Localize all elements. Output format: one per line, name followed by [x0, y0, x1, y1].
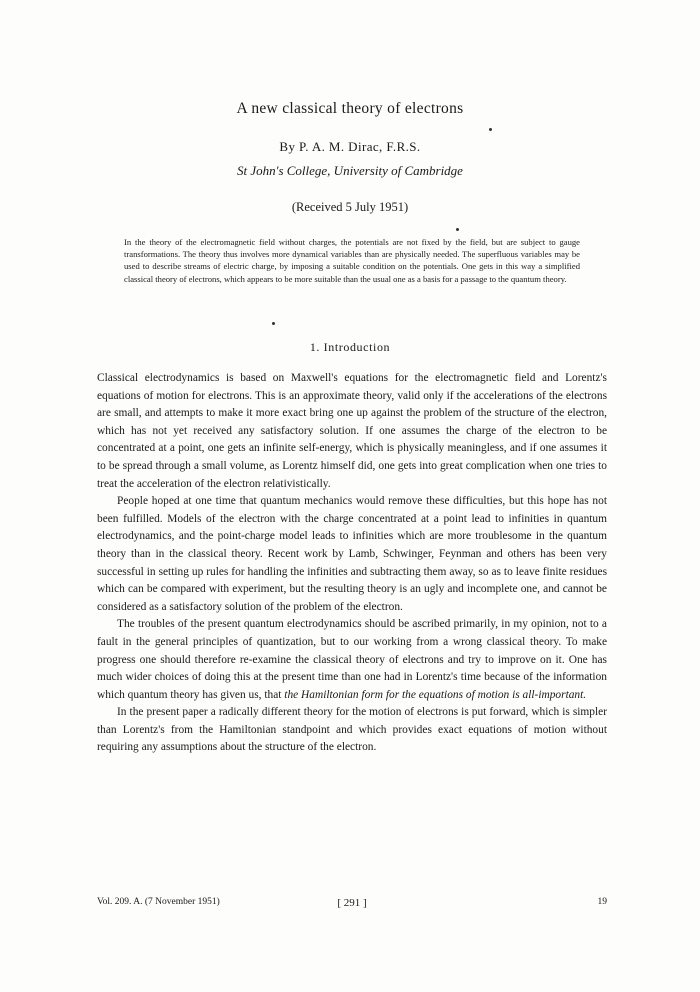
body-text — [97, 370, 607, 757]
affiliation-line: St John's College, University of Cambridge — [237, 163, 463, 178]
paragraph: In the present paper a radically different theory for the motion of electrons is put forward, which is simpler than Lorentz's from the Hamiltonian standpoint and which provides exact equations of motion without requiring any assumptions about the structure of the electron. — [97, 706, 607, 754]
journal-volume: Vol. 209. A. (7 November 1951) — [97, 897, 220, 907]
paper-title: A new classical theory of electrons — [236, 100, 464, 117]
scan-mark — [489, 128, 492, 131]
received-date: (Received 5 July 1951) — [291, 200, 409, 214]
page-number: [ 291 ] — [337, 897, 367, 909]
author-line: By P. A. M. Dirac, F.R.S. — [279, 139, 421, 154]
scan-mark — [272, 322, 275, 325]
italic-phrase: the Hamiltonian form for the equations of motion is all-important. — [284, 688, 587, 701]
paragraph: People hoped at one time that quantum mechanics would remove these difficulties, but this hope has not been fulfilled. Models of the electron with the charge concentrated at a point lead to infinities in quantum electrodynamics, and the point-charge model leads to infinities which are more troublesome in the quantum theory than in the classical theory. Recent work by Lamb, Schwinger, Feynman and others has been very successful in setting up rules for handling the infinities and subtracting them away, so as to leave finite residues which can be compared with experiment, but the resulting theory is an ugly and incomplete one, and cannot be considered as a satisfactory solution of the problem of the electron. — [97, 495, 607, 613]
sheet-number: 19 — [597, 897, 607, 907]
page-footer — [97, 897, 607, 913]
scan-mark — [456, 228, 459, 231]
section-heading: 1. Introduction — [309, 340, 391, 354]
paragraph: The troubles of the present quantum electrodynamics should be ascribed primarily, in my opinion, not to a fault in the general principles of quantization, but to our working from a wrong classical theory. To make progress one should therefore re-examine the classical theory of electrons and try to improve on it. One has much wider choices of doing this at the present time than one had in Lorentz's time because of the information which quantum theory has given us, that the Hamiltonian form for the equations of motion is all-important. — [97, 618, 607, 701]
paragraph: Classical electrodynamics is based on Maxwell's equations for the electromagnetic field and Lorentz's equations of motion for electrons. This is an approximate theory, valid only if the accelerations of the electrons are small, and attempts to make it more exact bring one up against the problem of the structure of the electron, which has not yet received any satisfactory solution. If one assumes the charge of the electron to be concentrated at a point, one gets an infinite self-energy, which is physically meaningless, and if one assumes it to be spread through a small volume, as Lorentz himself did, one gets into great complication when one tries to treat the acceleration of the electron relativistically. — [97, 372, 607, 490]
abstract: In the theory of the electromagnetic field without charges, the potentials are not fixed by the field, but are subject to gauge transformations. The theory thus involves more dynamical variables than are physically needed. The superfluous variables may be used to describe streams of electric charge, by imposing a suitable condition on the potentials. One gets in this way a simplified classical theory of electrons, which appears to be more suitable than the usual one as a basis for a passage to the quantum theory. — [124, 237, 580, 284]
